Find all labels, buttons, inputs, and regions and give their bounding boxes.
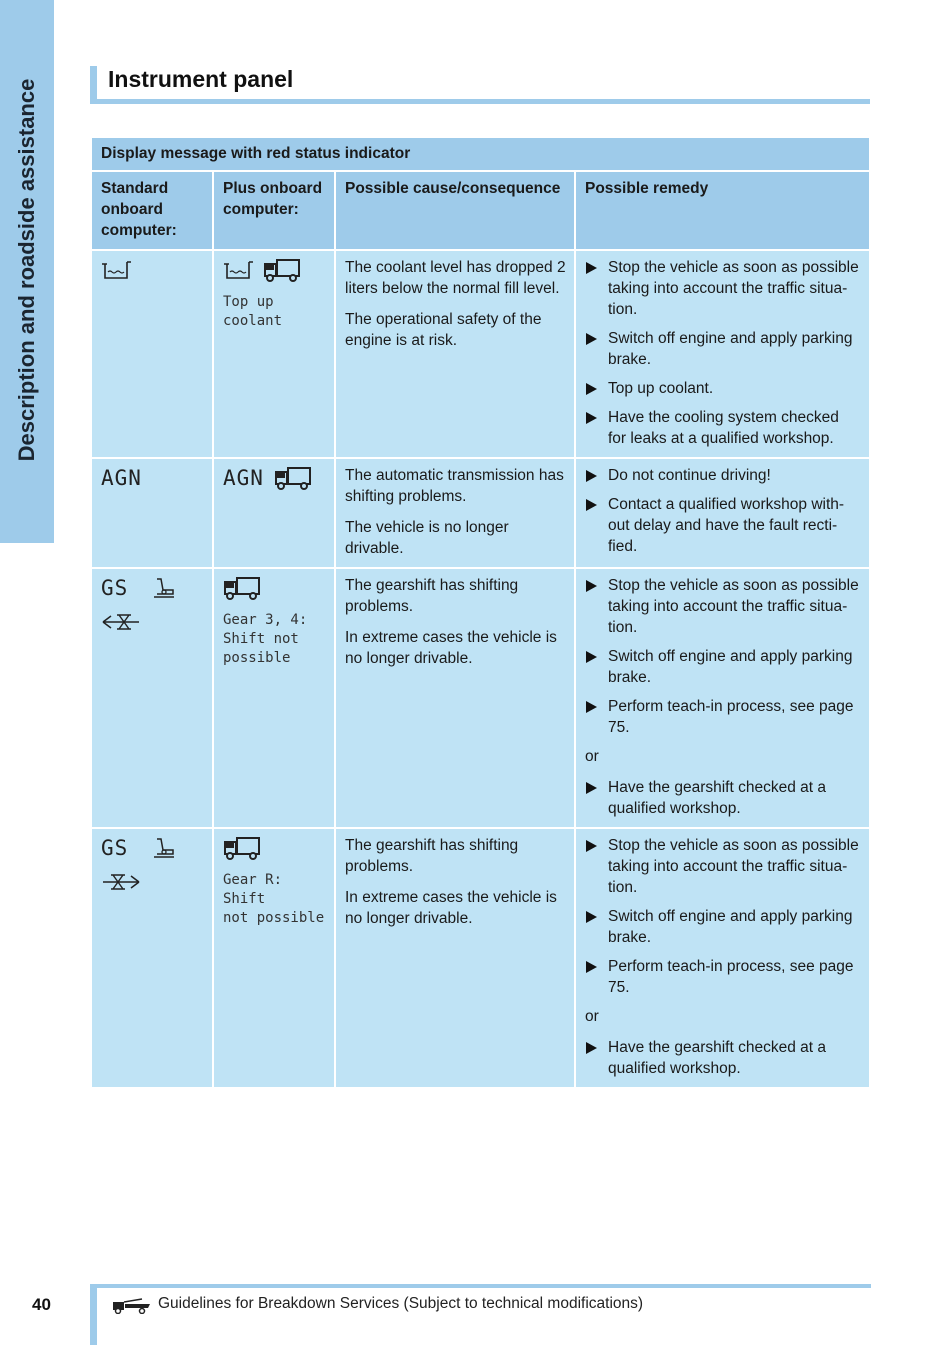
standard-display-cell bbox=[91, 458, 213, 568]
table-row bbox=[91, 250, 870, 458]
remedy-item: Have the cooling system checked for leaks at a qualified workshop. bbox=[585, 407, 861, 449]
cause-cell bbox=[335, 250, 575, 458]
table-row bbox=[91, 828, 870, 1088]
standard-lcd-code: AGN bbox=[101, 465, 142, 490]
table-row bbox=[91, 458, 870, 568]
remedy-item: Switch off engine and apply parking brake. bbox=[585, 906, 861, 948]
plus-display-cell bbox=[213, 250, 335, 458]
bullet-arrow-icon bbox=[586, 1042, 597, 1054]
bullet-arrow-icon bbox=[586, 412, 597, 424]
bullet-arrow-icon bbox=[586, 840, 597, 852]
cause-text: The operational safety of the engine is at risk. bbox=[345, 311, 542, 349]
bullet-arrow-icon bbox=[586, 961, 597, 973]
shift-up-blocked-icon bbox=[101, 872, 141, 892]
remedy-cell bbox=[575, 568, 870, 828]
remedy-item: Contact a qualified workshop with- out delay and have the fault recti- fied. bbox=[585, 494, 861, 557]
truck-icon bbox=[223, 836, 261, 860]
table-row bbox=[91, 568, 870, 828]
plus-lcd-code: AGN bbox=[223, 465, 264, 490]
cause-text: The automatic transmission has shifting problems. bbox=[345, 467, 564, 505]
standard-display-cell bbox=[91, 250, 213, 458]
remedy-item: Have the gearshift checked at a qualified workshop. bbox=[585, 777, 861, 819]
column-header-plus: Plus onboard computer: bbox=[213, 171, 335, 250]
gearshift-icon bbox=[152, 836, 176, 860]
remedy-item: Stop the vehicle as soon as possible taking into account the traffic situa- tion. bbox=[585, 257, 861, 320]
standard-display-cell bbox=[91, 568, 213, 828]
tow-truck-icon bbox=[112, 1298, 152, 1314]
plus-display-cell bbox=[213, 568, 335, 828]
remedy-item: Switch off engine and apply parking brake. bbox=[585, 646, 861, 688]
page-title: Instrument panel bbox=[108, 66, 294, 92]
page-number: 40 bbox=[32, 1295, 51, 1314]
column-header-standard: Standard onboard computer: bbox=[91, 171, 213, 250]
footer-left-rule bbox=[90, 1284, 97, 1345]
shift-down-blocked-icon bbox=[101, 612, 141, 632]
coolant-level-icon bbox=[101, 258, 131, 282]
remedy-item: Have the gearshift checked at a qualified workshop. bbox=[585, 1037, 861, 1079]
standard-display-cell bbox=[91, 828, 213, 1088]
coolant-level-icon bbox=[223, 258, 253, 282]
table-caption: Display message with red status indicator bbox=[91, 137, 870, 171]
header-bottom-rule bbox=[90, 99, 870, 104]
remedy-item: Switch off engine and apply parking brake. bbox=[585, 328, 861, 370]
column-header-cause: Possible cause/consequence bbox=[335, 171, 575, 250]
remedy-item: Do not continue driving! bbox=[585, 465, 861, 486]
side-tab-label: Description and roadside assistance bbox=[14, 78, 39, 462]
plus-display-text: Gear R: Shift not possible bbox=[223, 872, 325, 926]
remedy-item: Perform teach-in process, see page 75. bbox=[585, 696, 861, 738]
page-header bbox=[90, 66, 870, 104]
remedy-item: Top up coolant. bbox=[585, 378, 861, 399]
bullet-arrow-icon bbox=[586, 911, 597, 923]
cause-text: In extreme cases the vehicle is no longer drivable. bbox=[345, 629, 557, 667]
footer-top-rule bbox=[90, 1284, 871, 1288]
cause-text: In extreme cases the vehicle is no longer drivable. bbox=[345, 889, 557, 927]
cause-cell bbox=[335, 828, 575, 1088]
cause-cell bbox=[335, 458, 575, 568]
remedy-item: Stop the vehicle as soon as possible taking into account the traffic situa- tion. bbox=[585, 835, 861, 898]
truck-icon bbox=[274, 466, 312, 490]
remedy-cell bbox=[575, 250, 870, 458]
remedy-item: Perform teach-in process, see page 75. bbox=[585, 956, 861, 998]
bullet-arrow-icon bbox=[586, 499, 597, 511]
cause-cell bbox=[335, 568, 575, 828]
column-header-remedy: Possible remedy bbox=[575, 171, 870, 250]
bullet-arrow-icon bbox=[586, 383, 597, 395]
standard-lcd-code: GS bbox=[101, 835, 129, 860]
remedy-cell bbox=[575, 458, 870, 568]
or-separator: or bbox=[585, 1008, 599, 1025]
display-message-table bbox=[90, 136, 871, 1089]
cause-text: The vehicle is no longer drivable. bbox=[345, 519, 509, 557]
remedy-item: Stop the vehicle as soon as possible taking into account the traffic situa- tion. bbox=[585, 575, 861, 638]
gearshift-icon bbox=[152, 576, 176, 600]
bullet-arrow-icon bbox=[586, 580, 597, 592]
remedy-cell bbox=[575, 828, 870, 1088]
truck-icon bbox=[223, 576, 261, 600]
bullet-arrow-icon bbox=[586, 333, 597, 345]
bullet-arrow-icon bbox=[586, 470, 597, 482]
truck-icon bbox=[263, 258, 301, 282]
bullet-arrow-icon bbox=[586, 262, 597, 274]
plus-display-cell bbox=[213, 458, 335, 568]
page-footer bbox=[90, 1284, 871, 1345]
plus-display-text: Top up coolant bbox=[223, 294, 283, 329]
cause-text: The gearshift has shifting problems. bbox=[345, 577, 519, 615]
bullet-arrow-icon bbox=[586, 701, 597, 713]
plus-display-text: Gear 3, 4: Shift not possible bbox=[223, 612, 308, 666]
cause-text: The gearshift has shifting problems. bbox=[345, 837, 519, 875]
footer-text: Guidelines for Breakdown Services (Subject to technical modifications) bbox=[158, 1295, 644, 1312]
plus-display-cell bbox=[213, 828, 335, 1088]
cause-text: The coolant level has dropped 2 liters below the normal fill level. bbox=[345, 259, 566, 297]
side-tab bbox=[0, 0, 54, 543]
bullet-arrow-icon bbox=[586, 651, 597, 663]
bullet-arrow-icon bbox=[586, 782, 597, 794]
or-separator: or bbox=[585, 748, 599, 765]
standard-lcd-code: GS bbox=[101, 575, 129, 600]
